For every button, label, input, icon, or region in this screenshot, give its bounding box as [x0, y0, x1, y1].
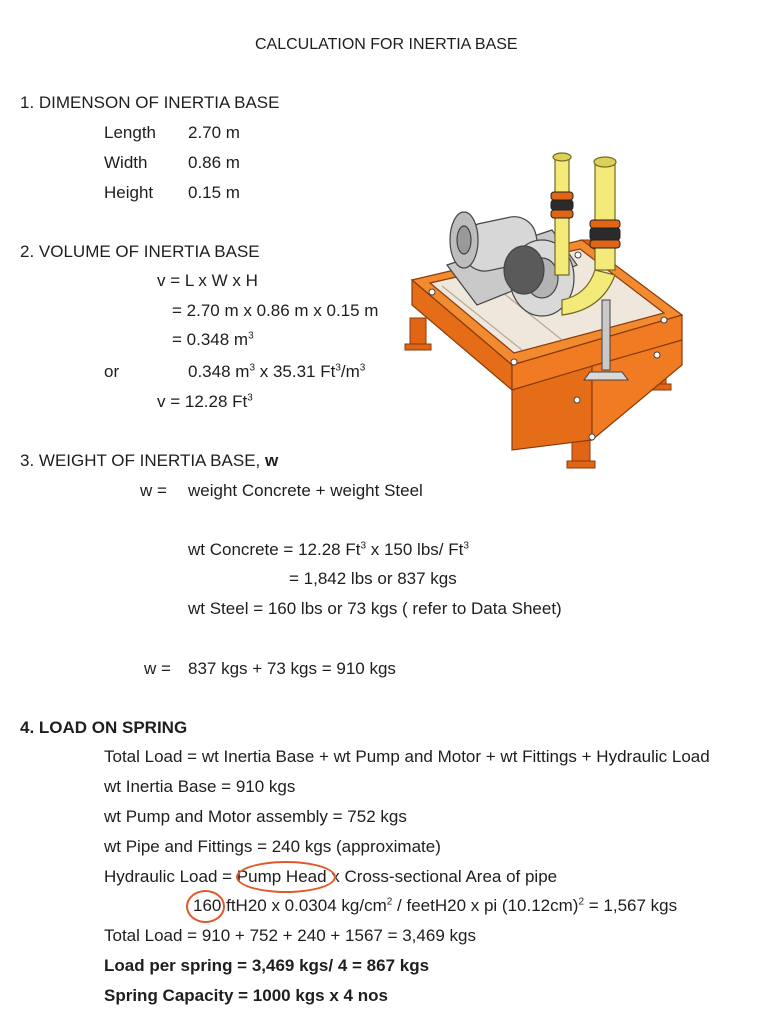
page-title: CALCULATION FOR INERTIA BASE [255, 36, 518, 53]
section-3-heading: 3. WEIGHT OF INERTIA BASE, w [20, 451, 279, 470]
spring-capacity: Spring Capacity = 1000 kgs x 4 nos [104, 986, 388, 1005]
weight-label: w = [140, 481, 167, 500]
volume-result-ft3: v = 12.28 Ft$^3$ [157, 392, 253, 411]
pipe-fittings-weight: wt Pipe and Fittings = 240 kgs (approximate) [104, 837, 441, 856]
or-label: or [104, 362, 120, 381]
inertia-base-weight: wt Inertia Base = 910 kgs [104, 777, 296, 796]
hydraulic-load-calc: 160 ftH20 x 0.0304 $kg/cm^2$ / feetH20 x pi $(10.12cm)^2 = 1,567$ kgs [193, 896, 678, 915]
total-load-result: Total Load = 910 + 752 + 240 + 1567 = 3,469 kgs [104, 926, 476, 945]
load-per-spring: Load per spring = 3,469 kgs/ 4 = 867 kgs [104, 956, 430, 975]
section-2-heading: 2. VOLUME OF INERTIA BASE [20, 242, 260, 261]
section-4-heading: 4. LOAD ON SPRING [20, 718, 188, 737]
height-label: Height [104, 183, 154, 202]
height-value: 0.15 m [188, 183, 240, 202]
volume-substitution: = 2.70 m x 0.86 m x 0.15 m [172, 301, 379, 320]
length-label: Length [104, 123, 156, 142]
volume-conversion: 0.348 $m^3$ x 35.31 $Ft^3/m^3$ [188, 362, 366, 381]
pump-head-value-circle [186, 890, 225, 923]
total-weight-label: w = [144, 659, 171, 678]
concrete-weight-result: = 1,842 lbs or 837 kgs [289, 569, 457, 588]
length-value: 2.70 m [188, 123, 240, 142]
total-load-formula: Total Load = wt Inertia Base + wt Pump and Motor + wt Fittings + Hydraulic Load [104, 747, 710, 766]
hydraulic-load-formula: Hydraulic Load = Pump Head x Cross-sectional Area of pipe [104, 867, 558, 886]
width-value: 0.86 m [188, 153, 240, 172]
volume-formula: v = L x W x H [157, 271, 258, 290]
steel-weight: wt Steel = 160 lbs or 73 kgs ( refer to Data Sheet) [188, 599, 562, 618]
volume-result-m3: = 0.348 $m^3$ [172, 330, 254, 349]
width-label: Width [104, 153, 148, 172]
weight-formula: weight Concrete + weight Steel [188, 481, 423, 500]
pump-motor-weight: wt Pump and Motor assembly = 752 kgs [104, 807, 407, 826]
concrete-weight-formula: wt Concrete = 12.28 Ft$^3$ x 150 lbs/ Ft$^3$ [188, 540, 469, 559]
inertia-base-pump-illustration [402, 150, 697, 475]
section-1-heading: 1. DIMENSON OF INERTIA BASE [20, 93, 280, 112]
pump-head-highlight-circle [236, 861, 336, 893]
total-weight-value: 837 kgs + 73 kgs = 910 kgs [188, 659, 396, 678]
